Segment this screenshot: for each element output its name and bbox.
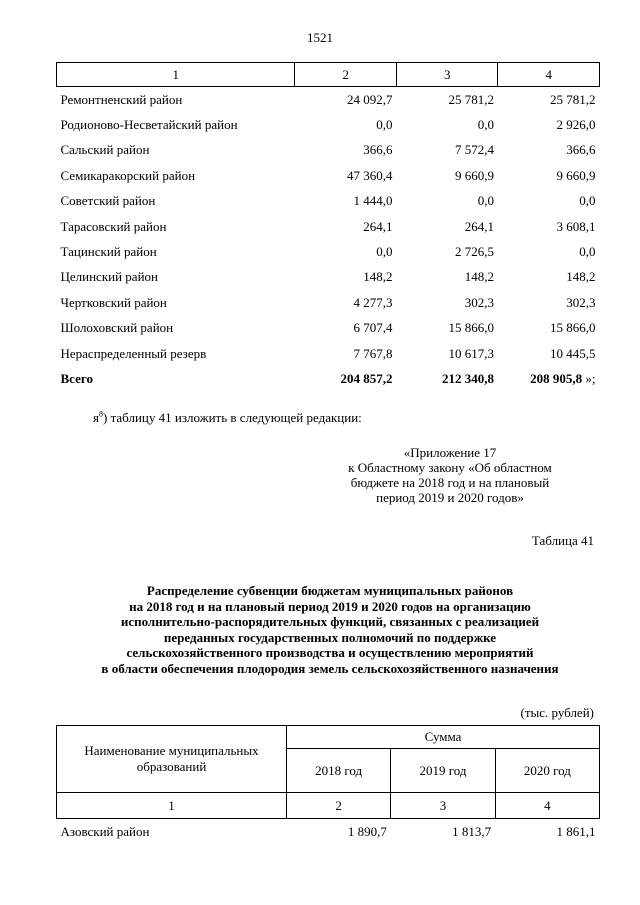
value-2020: 148,2 xyxy=(566,269,596,285)
value-2019: 264,1 xyxy=(464,218,494,234)
column-number: 3 xyxy=(396,63,498,87)
allocation-table-continuation xyxy=(56,62,600,392)
value-2019: 0,0 xyxy=(477,117,494,133)
column-numbers-row xyxy=(57,793,600,819)
heading-line: в области обеспечения плодородия земель сельскохозяйственного назначения xyxy=(101,660,559,676)
amendment-text xyxy=(93,410,362,426)
table-row xyxy=(57,316,600,341)
district-name: Азовский район xyxy=(60,823,150,839)
value-2020: 25 781,2 xyxy=(550,91,596,107)
total-2020 xyxy=(498,366,600,391)
value-2020: 0,0 xyxy=(579,244,596,260)
value-2020: 302,3 xyxy=(566,294,596,310)
value-2020: 1 861,1 xyxy=(556,823,596,839)
heading-line: переданных государственных полномочий по поддержке xyxy=(163,629,497,645)
district-name: Целинский район xyxy=(60,269,158,285)
amendment-body: ) таблицу 41 изложить в следующей редакции: xyxy=(102,410,362,425)
district-name: Тацинский район xyxy=(60,244,157,260)
value-2020: 3 608,1 xyxy=(556,218,596,234)
district-name: Шолоховский район xyxy=(60,320,174,336)
page-number: 1521 xyxy=(307,30,333,45)
appendix-line: к Областному закону «Об областном xyxy=(348,460,552,475)
appendix-reference xyxy=(300,445,600,505)
value-2020: 0,0 xyxy=(579,193,596,209)
year-header: 2018 год xyxy=(287,749,391,793)
name-header-line: Наименование муниципальных xyxy=(84,743,259,758)
value-2019: 2 726,5 xyxy=(454,244,494,260)
total-2018: 204 857,2 xyxy=(340,370,393,386)
value-2018: 1 890,7 xyxy=(347,823,387,839)
heading-line: на 2018 год и на плановый период 2019 и 2020 годов на организацию xyxy=(129,598,531,614)
table-row xyxy=(57,138,600,163)
value-2018: 0,0 xyxy=(376,117,393,133)
value-2019: 9 660,9 xyxy=(454,167,494,183)
name-column-header xyxy=(57,726,287,793)
table-row xyxy=(57,265,600,290)
district-name: Тарасовский район xyxy=(60,218,167,234)
heading-line: сельскохозяйственного производства и осуществлению мероприятий xyxy=(126,645,534,661)
year-header: 2020 год xyxy=(495,749,599,793)
value-2019: 0,0 xyxy=(477,193,494,209)
value-2019: 25 781,2 xyxy=(448,91,494,107)
district-name: Родионово-Несветайский район xyxy=(60,117,238,133)
value-2018: 0,0 xyxy=(376,244,393,260)
table-row xyxy=(57,290,600,315)
appendix-line: бюджете на 2018 год и на плановый xyxy=(350,475,550,490)
heading-line: Распределение субвенции бюджетам муниципальных районов xyxy=(146,583,514,598)
table-row xyxy=(57,341,600,366)
total-row xyxy=(57,366,600,391)
district-name: Ремонтненский район xyxy=(60,91,183,107)
value-2020: 9 660,9 xyxy=(556,167,596,183)
value-2018: 1 444,0 xyxy=(353,193,393,209)
value-2018: 47 360,4 xyxy=(346,167,393,183)
amendment-superscript: 8 xyxy=(98,409,103,419)
value-2018: 366,6 xyxy=(363,142,393,158)
column-number: 4 xyxy=(495,793,599,819)
table-row xyxy=(57,189,600,214)
table-row xyxy=(57,239,600,264)
value-2019: 7 572,4 xyxy=(454,142,494,158)
value-2020: 2 926,0 xyxy=(556,117,596,133)
column-number: 1 xyxy=(57,793,287,819)
value-2019: 148,2 xyxy=(464,269,494,285)
value-2019: 302,3 xyxy=(464,294,494,310)
value-2018: 148,2 xyxy=(363,269,393,285)
district-name: Семикаракорский район xyxy=(60,167,196,183)
table-row xyxy=(57,163,600,188)
column-number: 2 xyxy=(287,793,391,819)
value-2018: 24 092,7 xyxy=(346,91,393,107)
value-2018: 7 767,8 xyxy=(353,345,393,361)
table-row xyxy=(57,819,600,845)
value-2018: 264,1 xyxy=(363,218,393,234)
table-41 xyxy=(56,725,600,844)
column-number: 2 xyxy=(295,63,397,87)
year-header: 2019 год xyxy=(391,749,495,793)
district-name: Советский район xyxy=(60,193,156,209)
value-2019: 10 617,3 xyxy=(448,345,494,361)
table-row xyxy=(57,112,600,137)
value-2018: 6 707,4 xyxy=(353,320,393,336)
table-header-row xyxy=(57,63,600,87)
header-row xyxy=(57,726,600,749)
district-name: Нераспределенный резерв xyxy=(60,345,207,361)
table-heading xyxy=(40,583,620,677)
appendix-line: период 2019 и 2020 годов» xyxy=(376,490,524,505)
value-2018: 4 277,3 xyxy=(353,294,393,310)
units-note: (тыс. рублей) xyxy=(520,705,594,720)
table-label: Таблица 41 xyxy=(531,533,594,548)
total-label: Всего xyxy=(60,370,93,386)
heading-line: исполнительно-распорядительных функций, связанных с реализацией xyxy=(120,614,540,630)
table-row xyxy=(57,214,600,239)
column-number: 4 xyxy=(498,63,600,87)
value-2019: 1 813,7 xyxy=(452,823,492,839)
appendix-line: «Приложение 17 xyxy=(403,445,497,460)
table-row xyxy=(57,87,600,113)
district-name: Чертковский район xyxy=(60,294,167,310)
total-2019: 212 340,8 xyxy=(441,370,494,386)
value-2019: 15 866,0 xyxy=(448,320,494,336)
sum-header: Сумма xyxy=(287,726,600,749)
column-number: 1 xyxy=(57,63,295,87)
closing-quote: »; xyxy=(582,370,596,386)
column-number: 3 xyxy=(391,793,495,819)
value-2020: 15 866,0 xyxy=(550,320,596,336)
name-header-line: образований xyxy=(136,759,207,774)
value-2020: 366,6 xyxy=(566,142,596,158)
total-2020-value: 208 905,8 xyxy=(530,370,583,386)
district-name: Сальский район xyxy=(60,142,150,158)
value-2020: 10 445,5 xyxy=(550,345,596,361)
amendment-prefix: я xyxy=(93,410,99,425)
